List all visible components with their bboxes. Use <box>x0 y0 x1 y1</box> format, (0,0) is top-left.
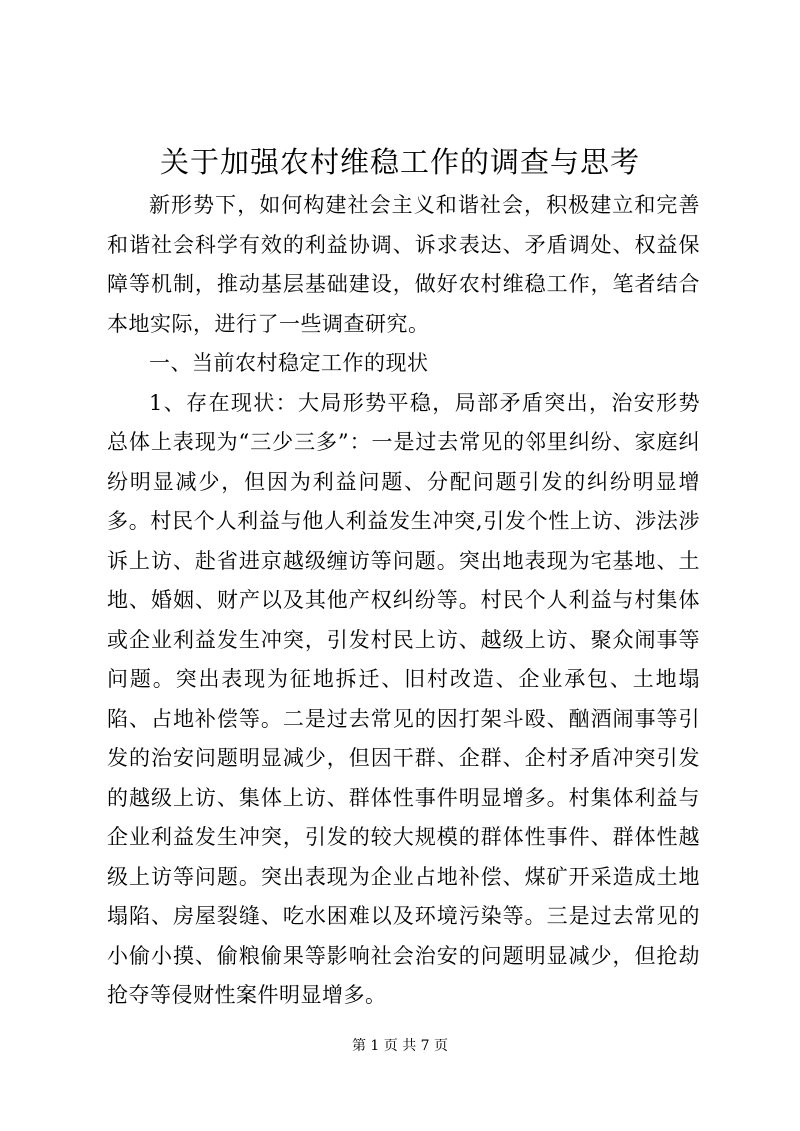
status-paragraph: 1、存在现状：大局形势平稳，局部矛盾突出，治安形势总体上表现为“三少三多”：一是过去常见的邻里纠纷、家庭纠纷明显减少，但因为利益问题、分配问题引发的纠纷明显增多。村民个人利益与他人利益发生冲突,引发个性上访、涉法涉诉上访、赴省进京越级缠访等问题。突出地表现为宅基地、土地、婚姻、财产以及其他产权纠纷等。村民个人利益与村集体或企业利益发生冲突，引发村民上访、越级上访、聚众闹事等问题。突出表现为征地拆迁、旧村改造、企业承包、土地塌陷、占地补偿等。二是过去常见的因打架斗殴、酗酒闹事等引发的治安问题明显减少，但因干群、企群、企村矛盾冲突引发的越级上访、集体上访、群体性事件明显增多。村集体利益与企业利益发生冲突，引发的较大规模的群体性事件、群体性越级上访等问题。突出表现为企业占地补偿、煤矿开采造成土地塌陷、房屋裂缝、吃水困难以及环境污染等。三是过去常见的小偷小摸、偷粮偷果等影响社会治安的问题明显减少，但抢劫抢夺等侵财性案件明显增多。 <box>107 390 700 1007</box>
section-heading: 一、当前农村稳定工作的现状 <box>149 351 429 375</box>
intro-paragraph: 新形势下，如何构建社会主义和谐社会，积极建立和完善和谐社会科学有效的利益协调、诉求表达、矛盾调处、权益保障等机制，推动基层基础建设，做好农村维稳工作，笔者结合本地实际，进行了一些调查研究。 <box>107 193 700 336</box>
document-title: 关于加强农村维稳工作的调查与思考 <box>159 145 640 179</box>
page-footer: 第 1 页 共 7 页 <box>351 1038 449 1054</box>
document-body <box>107 186 700 1016</box>
